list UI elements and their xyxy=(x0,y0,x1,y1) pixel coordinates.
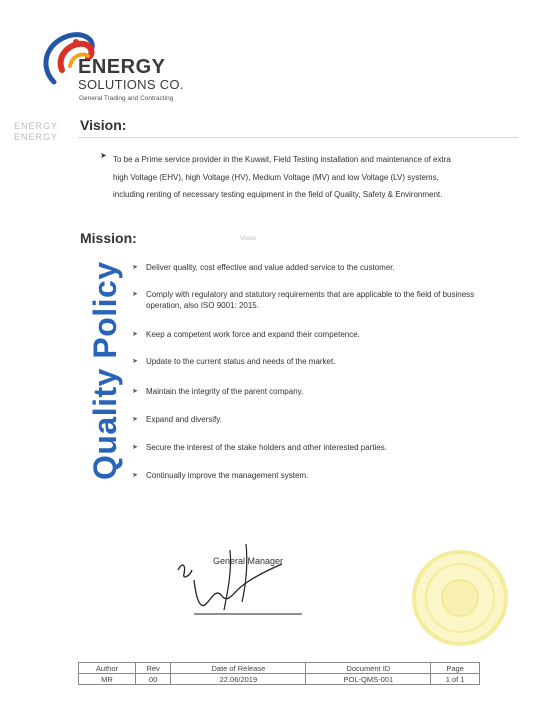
list-item: ➤ Expand and diversify. xyxy=(132,415,222,424)
list-item: ➤ Keep a competent work force and expand their competence. xyxy=(132,330,360,339)
table-header-cell: Date of Release xyxy=(171,663,306,674)
list-item: ➤ Secure the interest of the stake holders and other interested parties. xyxy=(132,443,388,452)
list-item: ➤ Comply with regulatory and statutory requirements that are applicable to the field of business operation, also ISO 9001: 2015. xyxy=(132,290,475,310)
table-header-cell: Author xyxy=(79,663,136,674)
company-seal-stamp-icon xyxy=(410,548,510,648)
table-header-cell: Rev xyxy=(135,663,170,674)
table-cell: MR xyxy=(79,674,136,685)
list-item: ➤ Deliver quality, cost effective and value added service to the customer. xyxy=(132,263,395,272)
bullet-arrow-icon: ➤ xyxy=(132,416,138,423)
bullet-arrow-icon: ➤ xyxy=(132,291,138,298)
quality-policy-list xyxy=(132,262,492,481)
bullet-arrow-icon: ➤ xyxy=(132,264,138,271)
list-item: ➤ Maintain the integrity of the parent company. xyxy=(132,387,304,396)
bullet-arrow-icon: ➤ xyxy=(100,151,107,160)
signature-title: General Manager xyxy=(213,556,284,566)
table-cell: 22.06/2019 xyxy=(171,674,306,685)
table-row xyxy=(79,674,480,685)
table-header-cell: Page xyxy=(431,663,480,674)
mission-title: Mission: xyxy=(80,230,137,246)
vision-text: To be a Prime service provider in the Kuwait, Field Testing installation and maintenance of extra high Voltage (EHV), high Voltage (HV), Medium Voltage (MV) and low Voltage (LV) systems, including renting of necessary testing equipment in the field of Quality, Safety & Environment. xyxy=(113,155,451,199)
list-item: ➤ Update to the current status and needs of the market. xyxy=(132,357,336,366)
bullet-arrow-icon: ➤ xyxy=(132,388,138,395)
bullet-arrow-icon: ➤ xyxy=(132,331,138,338)
table-cell: POL-QMS-001 xyxy=(306,674,431,685)
list-item: ➤ Continually improve the management system. xyxy=(132,471,309,480)
table-header-row xyxy=(79,663,480,674)
signature-scribble-icon xyxy=(172,540,312,620)
vision-divider xyxy=(78,137,518,138)
quality-policy-heading-wrap xyxy=(85,260,125,480)
mission-ghost-text: Vision xyxy=(240,236,257,242)
logo-word-energy: ENERGY xyxy=(78,56,166,78)
document-meta-table xyxy=(78,662,480,685)
bullet-arrow-icon: ➤ xyxy=(132,444,138,451)
table-header-cell: Document ID xyxy=(306,663,431,674)
logo-word-solutions: SOLUTIONS CO. xyxy=(78,77,184,92)
vision-title: Vision: xyxy=(80,117,127,133)
bullet-arrow-icon: ➤ xyxy=(132,358,138,365)
bullet-arrow-icon: ➤ xyxy=(132,472,138,479)
table-cell: 00 xyxy=(135,674,170,685)
logo-tagline: General Trading and Contracting xyxy=(79,95,174,102)
ghost-watermark: ENERGY ENERGY xyxy=(14,121,59,142)
quality-policy-heading: Quality Policy xyxy=(87,261,123,480)
table-cell: 1 of 1 xyxy=(431,674,480,685)
